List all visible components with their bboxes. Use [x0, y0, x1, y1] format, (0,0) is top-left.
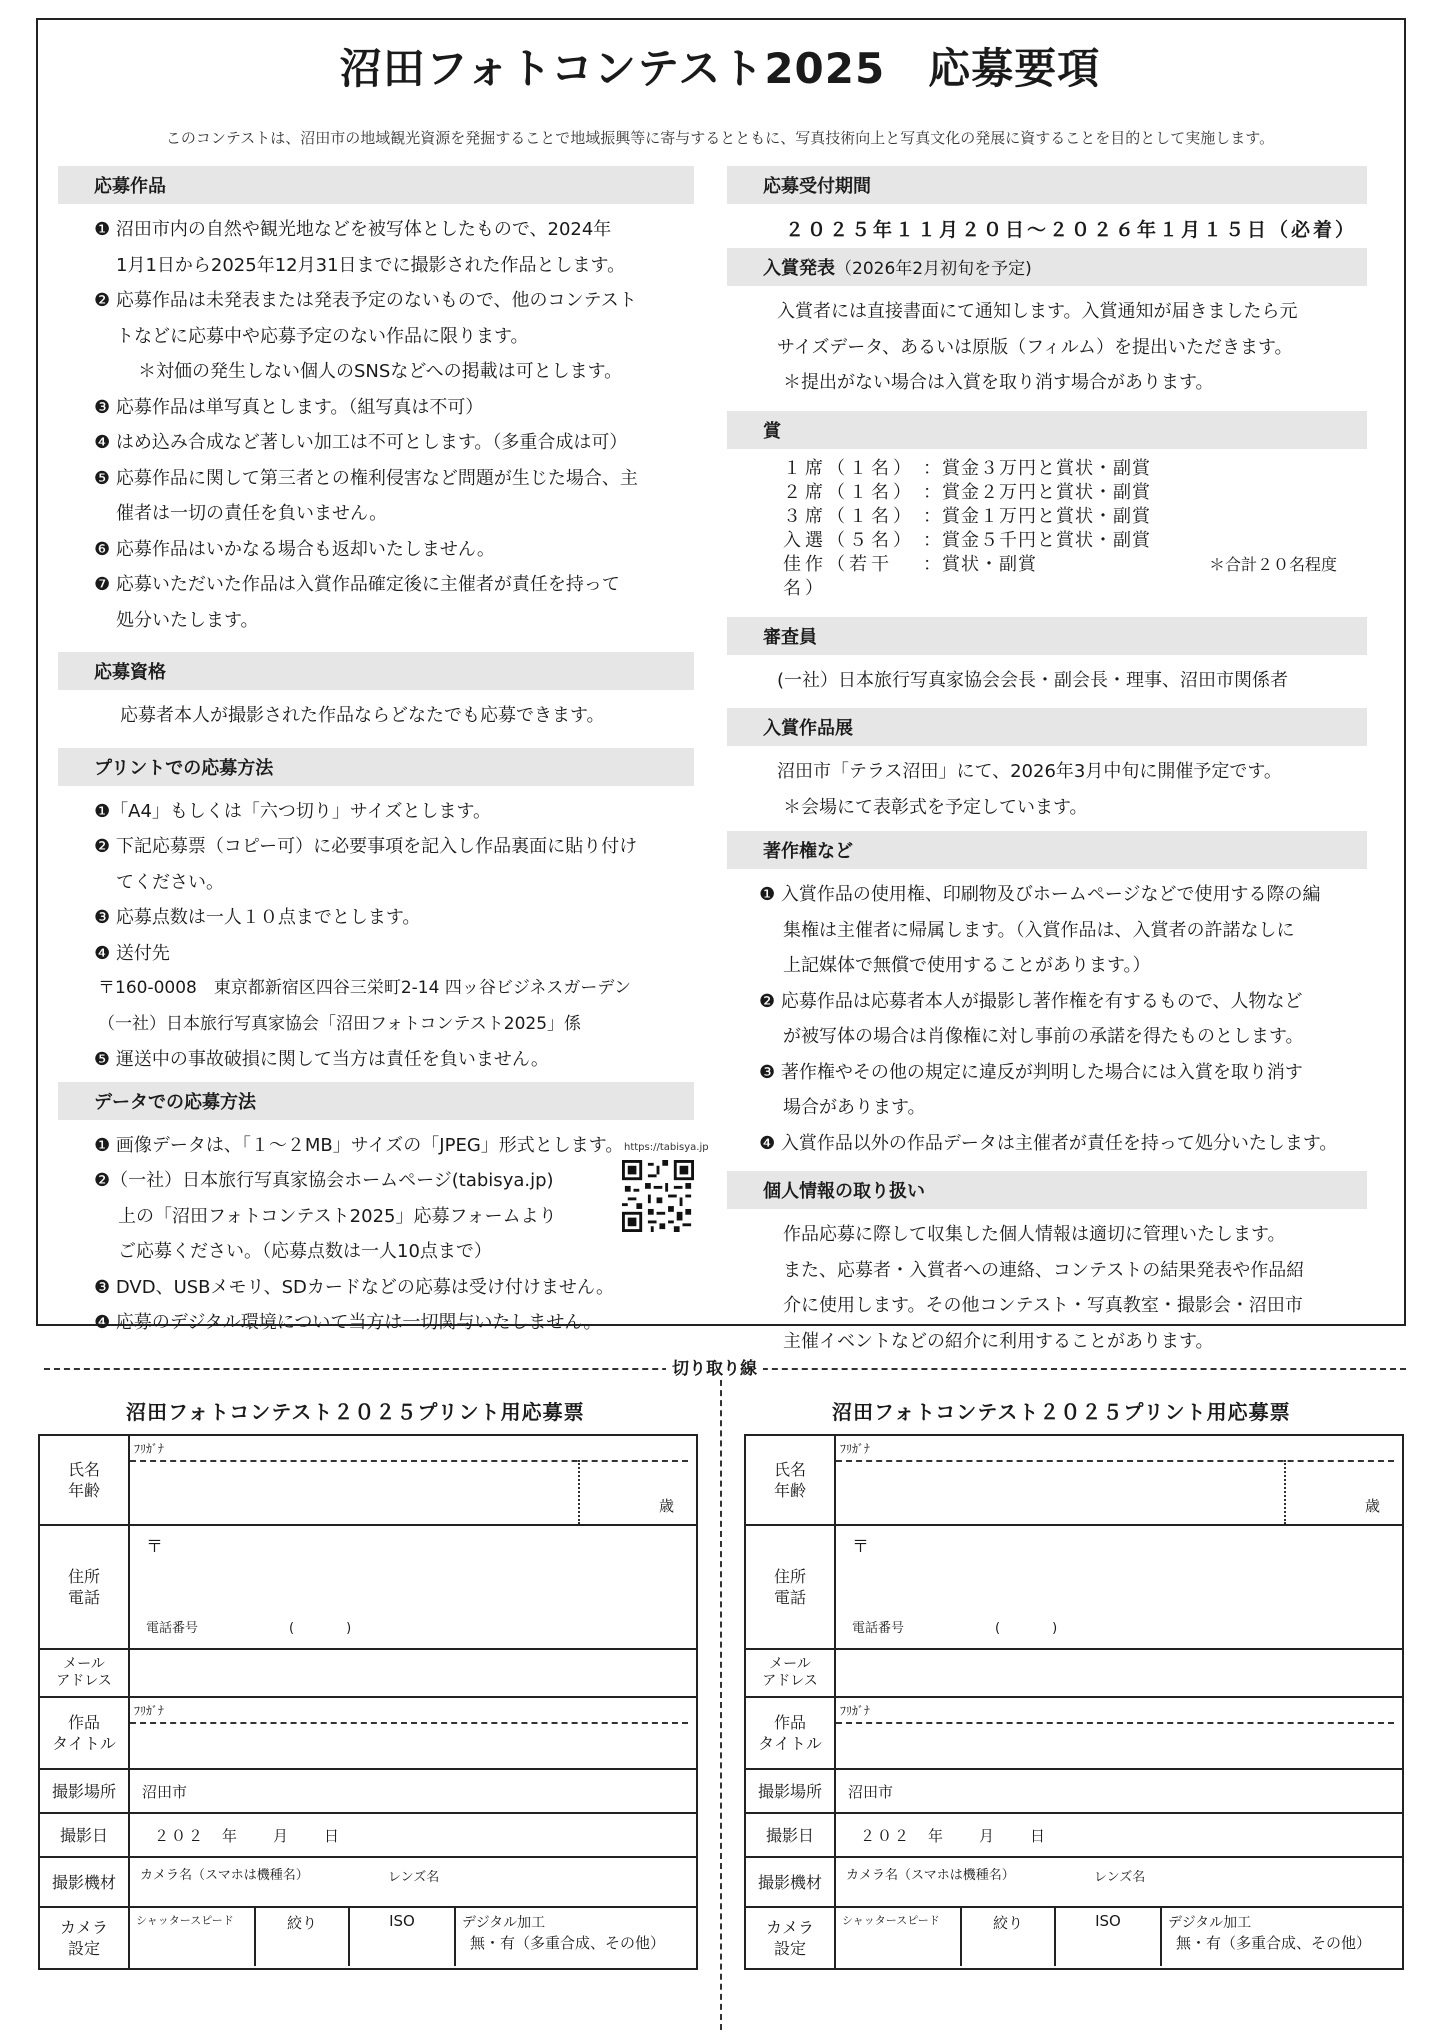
- section-eligibility-heading: 応募資格: [58, 652, 694, 690]
- works-line-2: 1月1日から2025年12月31日までに撮影された作品とします。: [116, 254, 626, 276]
- copyright-line-7: 場合があります。: [783, 1097, 926, 1118]
- data-list: [58, 1128, 694, 1341]
- shoot-place-field[interactable]: 沼田市: [129, 1769, 697, 1813]
- works-line-12: 処分いたします。: [116, 609, 259, 631]
- privacy-line-2: また、応募者・入賞者への連絡、コンテストの結果発表や作品紹: [783, 1259, 1305, 1281]
- vertical-cut-line: [720, 1380, 722, 2030]
- furigana-label: ﾌﾘｶﾞﾅ: [840, 1704, 871, 1718]
- prize-row-5: [727, 553, 1367, 601]
- section-works-heading: 応募作品: [58, 166, 694, 204]
- prize-rank: ２席（１名）: [783, 481, 915, 503]
- prize-row-3: [727, 505, 1367, 529]
- camera-setting-field[interactable]: [835, 1907, 1403, 1969]
- works-line-7: ❹ はめ込み合成など著しい加工は不可とします。（多重合成は可）: [94, 432, 628, 453]
- prize-rank: ３席（１名）: [783, 505, 915, 527]
- privacy-line-4: 主催イベントなどの紹介に利用することがあります。: [783, 1330, 1214, 1352]
- exhibit-list: [727, 754, 1367, 825]
- prize-value: ：賞金１万円と賞状・副賞: [923, 505, 1151, 527]
- prize-value: ：賞状・副賞: [923, 553, 1037, 575]
- announce-line-2: サイズデータ、あるいは原版（フィルム）を提出いただきます。: [777, 336, 1293, 358]
- works-line-1: ❶ 沼田市内の自然や観光地などを被写体としたもので、2024年: [94, 219, 612, 240]
- works-line-10: ❻ 応募作品はいかなる場合も返却いたしません。: [94, 538, 495, 560]
- phone-label: 電話番号 ( ): [852, 1621, 1058, 1636]
- address-phone-label: 住所 電話: [745, 1525, 835, 1649]
- copyright-line-2: 集権は主催者に帰属します。（入賞作品は、入賞者の許諾なしに: [783, 919, 1295, 941]
- print-line-4: ❸ 応募点数は一人１０点までとします。: [94, 907, 421, 928]
- qr-url-label: https://tabisya.jp: [624, 1142, 709, 1153]
- data-line-1: ❶ 画像データは、「１～２MB」サイズの「JPEG」形式とします。: [94, 1134, 624, 1156]
- data-line-2: ❷（一社）日本旅行写真家協会ホームページ(tabisya.jp): [94, 1170, 554, 1191]
- work-title-label: 作品 タイトル: [39, 1697, 129, 1769]
- camera-name-label: カメラ名（スマホは機種名）: [140, 1868, 309, 1883]
- works-line-11: ❼ 応募いただいた作品は入賞作品確定後に主催者が責任を持って: [94, 574, 620, 595]
- print-line-5: ❹ 送付先: [94, 942, 170, 964]
- privacy-line-3: 介に使用します。その他コンテスト・写真教室・撮影会・沼田市: [783, 1295, 1303, 1316]
- work-title-field[interactable]: [129, 1697, 697, 1769]
- section-data-heading: データでの応募方法: [58, 1082, 694, 1120]
- intro-text: このコンテストは、沼田市の地域観光資源を発掘することで地域振興等に寄与するとともに、写真技術向上と写真文化の発展に資することを目的として実施します。: [165, 129, 1275, 147]
- furigana-label: ﾌﾘｶﾞﾅ: [134, 1704, 165, 1718]
- equipment-field[interactable]: [129, 1857, 697, 1907]
- postal-mark: 〒: [852, 1537, 869, 1557]
- aperture-cell[interactable]: 絞り: [962, 1908, 1056, 1966]
- name-age-field[interactable]: [835, 1435, 1403, 1525]
- qr-code[interactable]: [622, 1160, 694, 1232]
- left-column: [58, 166, 694, 1341]
- lens-name-label: レンズ名: [1094, 1870, 1146, 1885]
- section-prize-heading: 賞: [727, 411, 1367, 449]
- copyright-line-5: が被写体の場合は肖像権に対し事前の承諾を得たものとします。: [783, 1026, 1304, 1047]
- works-line-6: ❸ 応募作品は単写真とします。（組写真は不可）: [94, 396, 484, 418]
- prize-value: ：賞金２万円と賞状・副賞: [923, 481, 1151, 503]
- email-label: メール アドレス: [745, 1649, 835, 1697]
- age-unit: 歳: [1364, 1497, 1380, 1515]
- prize-total-note: ＊合計２０名程度: [1208, 554, 1337, 574]
- camera-name-label: カメラ名（スマホは機種名）: [846, 1868, 1015, 1883]
- form-title-left: 沼田フォトコンテスト２０２５プリント用応募票: [126, 1400, 585, 1424]
- postal-mark: 〒: [146, 1537, 163, 1557]
- furigana-label: ﾌﾘｶﾞﾅ: [840, 1442, 871, 1456]
- prize-rank: １席（１名）: [783, 457, 915, 479]
- works-line-3: ❷ 応募作品は未発表または発表予定のないもので、他のコンテスト: [94, 290, 637, 311]
- iso-cell[interactable]: ISO: [350, 1908, 456, 1966]
- print-line-1: ❶「A4」もしくは「六つ切り」サイズとします。: [94, 800, 492, 822]
- section-period-heading: 応募受付期間: [727, 166, 1367, 204]
- name-age-label: 氏名 年齢: [745, 1435, 835, 1525]
- shoot-date-label: 撮影日: [745, 1813, 835, 1857]
- works-line-5: ＊対価の発生しない個人のSNSなどへの掲載は可とします。: [138, 361, 623, 382]
- equipment-field[interactable]: [835, 1857, 1403, 1907]
- works-list: [58, 212, 694, 638]
- exhibit-line-1: 沼田市「テラス沼田」にて、2026年3月中旬に開催予定です。: [777, 761, 1282, 782]
- works-line-9: 催者は一切の責任を負いません。: [116, 503, 388, 524]
- data-line-4: ご応募ください。（応募点数は一人10点まで）: [118, 1241, 492, 1262]
- furigana-label: ﾌﾘｶﾞﾅ: [134, 1442, 165, 1456]
- copyright-list: [727, 877, 1367, 1161]
- aperture-cell[interactable]: 絞り: [256, 1908, 350, 1966]
- print-line-8: ❺ 運送中の事故破損に関して当方は責任を負いません。: [94, 1049, 549, 1070]
- shoot-date-field[interactable]: ２０２ 年 月 日: [835, 1813, 1403, 1857]
- data-line-3: 上の「沼田フォトコンテスト2025」応募フォームより: [118, 1205, 557, 1227]
- email-field[interactable]: [129, 1649, 697, 1697]
- print-line-3: てください。: [116, 871, 224, 893]
- prize-value: ：賞金３万円と賞状・副賞: [923, 457, 1151, 479]
- print-line-7: （一社）日本旅行写真家協会「沼田フォトコンテスト2025」係: [98, 1013, 582, 1034]
- data-line-6: ❹ 応募のデジタル環境について当方は一切関与いたしません。: [94, 1312, 602, 1333]
- equipment-label: 撮影機材: [745, 1857, 835, 1907]
- age-unit: 歳: [658, 1497, 674, 1515]
- prize-list: [727, 457, 1367, 601]
- right-column: [727, 166, 1367, 1359]
- address-phone-field[interactable]: [129, 1525, 697, 1649]
- shutter-speed-cell[interactable]: シャッタースピード: [836, 1908, 962, 1966]
- camera-setting-field[interactable]: [129, 1907, 697, 1969]
- data-line-5: ❸ DVD、USBメモリ、SDカードなどの応募は受け付けません。: [94, 1276, 614, 1298]
- lens-name-label: レンズ名: [388, 1870, 440, 1885]
- address-phone-field[interactable]: [835, 1525, 1403, 1649]
- print-line-2: ❷ 下記応募票（コピー可）に必要事項を記入し作品裏面に貼り付け: [94, 836, 638, 857]
- privacy-line-1: 作品応募に際して収集した個人情報は適切に管理いたします。: [783, 1224, 1286, 1245]
- shoot-date-label: 撮影日: [39, 1813, 129, 1857]
- cut-line-label: 切り取り線: [666, 1354, 763, 1379]
- camera-setting-label: カメラ 設定: [745, 1907, 835, 1969]
- prize-rank: 入選（５名）: [783, 529, 915, 551]
- work-title-field[interactable]: [835, 1697, 1403, 1769]
- prize-row-2: [727, 481, 1367, 505]
- shoot-place-label: 撮影場所: [39, 1769, 129, 1813]
- phone-label: 電話番号 ( ): [146, 1621, 352, 1636]
- form-title-right: 沼田フォトコンテスト２０２５プリント用応募票: [832, 1400, 1291, 1424]
- iso-cell[interactable]: ISO: [1056, 1908, 1162, 1966]
- prize-rank: 佳作（若干名）: [783, 553, 893, 599]
- section-judge-heading: 審査員: [727, 617, 1367, 655]
- entry-form-left: [38, 1434, 698, 1970]
- announce-line-1: 入賞者には直接書面にて通知します。入賞通知が届きましたら元: [777, 301, 1298, 322]
- work-title-label: 作品 タイトル: [745, 1697, 835, 1769]
- section-announce-heading: 入賞発表（2026年2月初旬を予定): [727, 248, 1367, 286]
- digital-edit-cell[interactable]: デジタル加工 無・有（多重合成、その他）: [1168, 1915, 1372, 1952]
- section-print-heading: プリントでの応募方法: [58, 748, 694, 786]
- judge-text: (一社）日本旅行写真家協会会長・副会長・理事、沼田市関係者: [777, 669, 1289, 691]
- shutter-speed-cell[interactable]: シャッタースピード: [130, 1908, 256, 1966]
- print-list: [58, 794, 694, 1078]
- works-line-8: ❺ 応募作品に関して第三者との権利侵害など問題が生じた場合、主: [94, 467, 638, 489]
- name-age-label: 氏名 年齢: [39, 1435, 129, 1525]
- copyright-line-8: ❹ 入賞作品以外の作品データは主催者が責任を持って処分いたします。: [759, 1132, 1338, 1154]
- camera-setting-label: カメラ 設定: [39, 1907, 129, 1969]
- digital-edit-cell[interactable]: デジタル加工 無・有（多重合成、その他）: [462, 1915, 666, 1952]
- shoot-place-field[interactable]: 沼田市: [835, 1769, 1403, 1813]
- page-title: 沼田フォトコンテスト2025 応募要項: [339, 44, 1101, 93]
- privacy-list: [727, 1217, 1367, 1359]
- works-line-4: トなどに応募中や応募予定のない作品に限ります。: [116, 325, 529, 347]
- name-age-field[interactable]: [129, 1435, 697, 1525]
- shoot-date-field[interactable]: ２０２ 年 月 日: [129, 1813, 697, 1857]
- entry-form-right: [744, 1434, 1404, 1970]
- section-privacy-heading: 個人情報の取り扱い: [727, 1171, 1367, 1209]
- copyright-line-4: ❷ 応募作品は応募者本人が撮影し著作権を有するもので、人物など: [759, 990, 1303, 1012]
- prize-value: ：賞金５千円と賞状・副賞: [923, 529, 1151, 551]
- prize-row-4: [727, 529, 1367, 553]
- announce-list: [727, 294, 1367, 401]
- period-text: ２０２５年１１月２０日～２０２６年１月１５日（必着）: [785, 219, 1358, 241]
- address-phone-label: 住所 電話: [39, 1525, 129, 1649]
- announce-line-3: ＊提出がない場合は入賞を取り消す場合があります。: [783, 372, 1214, 393]
- print-line-6: 〒160-0008 東京都新宿区四谷三栄町2-14 四ッ谷ビジネスガーデン: [98, 978, 631, 998]
- shoot-place-label: 撮影場所: [745, 1769, 835, 1813]
- copyright-line-6: ❸ 著作権やその他の規定に違反が判明した場合には入賞を取り消す: [759, 1061, 1303, 1083]
- copyright-line-3: 上記媒体で無償で使用することがあります。）: [783, 955, 1151, 976]
- prize-row-1: [727, 457, 1367, 481]
- email-label: メール アドレス: [39, 1649, 129, 1697]
- eligibility-text: 応募者本人が撮影された作品ならどなたでも応募できます。: [120, 705, 605, 726]
- equipment-label: 撮影機材: [39, 1857, 129, 1907]
- copyright-line-1: ❶ 入賞作品の使用権、印刷物及びホームページなどで使用する際の編: [759, 884, 1321, 905]
- email-field[interactable]: [835, 1649, 1403, 1697]
- section-exhibit-heading: 入賞作品展: [727, 708, 1367, 746]
- exhibit-line-2: ＊会場にて表彰式を予定しています。: [783, 796, 1088, 818]
- section-copyright-heading: 著作権など: [727, 831, 1367, 869]
